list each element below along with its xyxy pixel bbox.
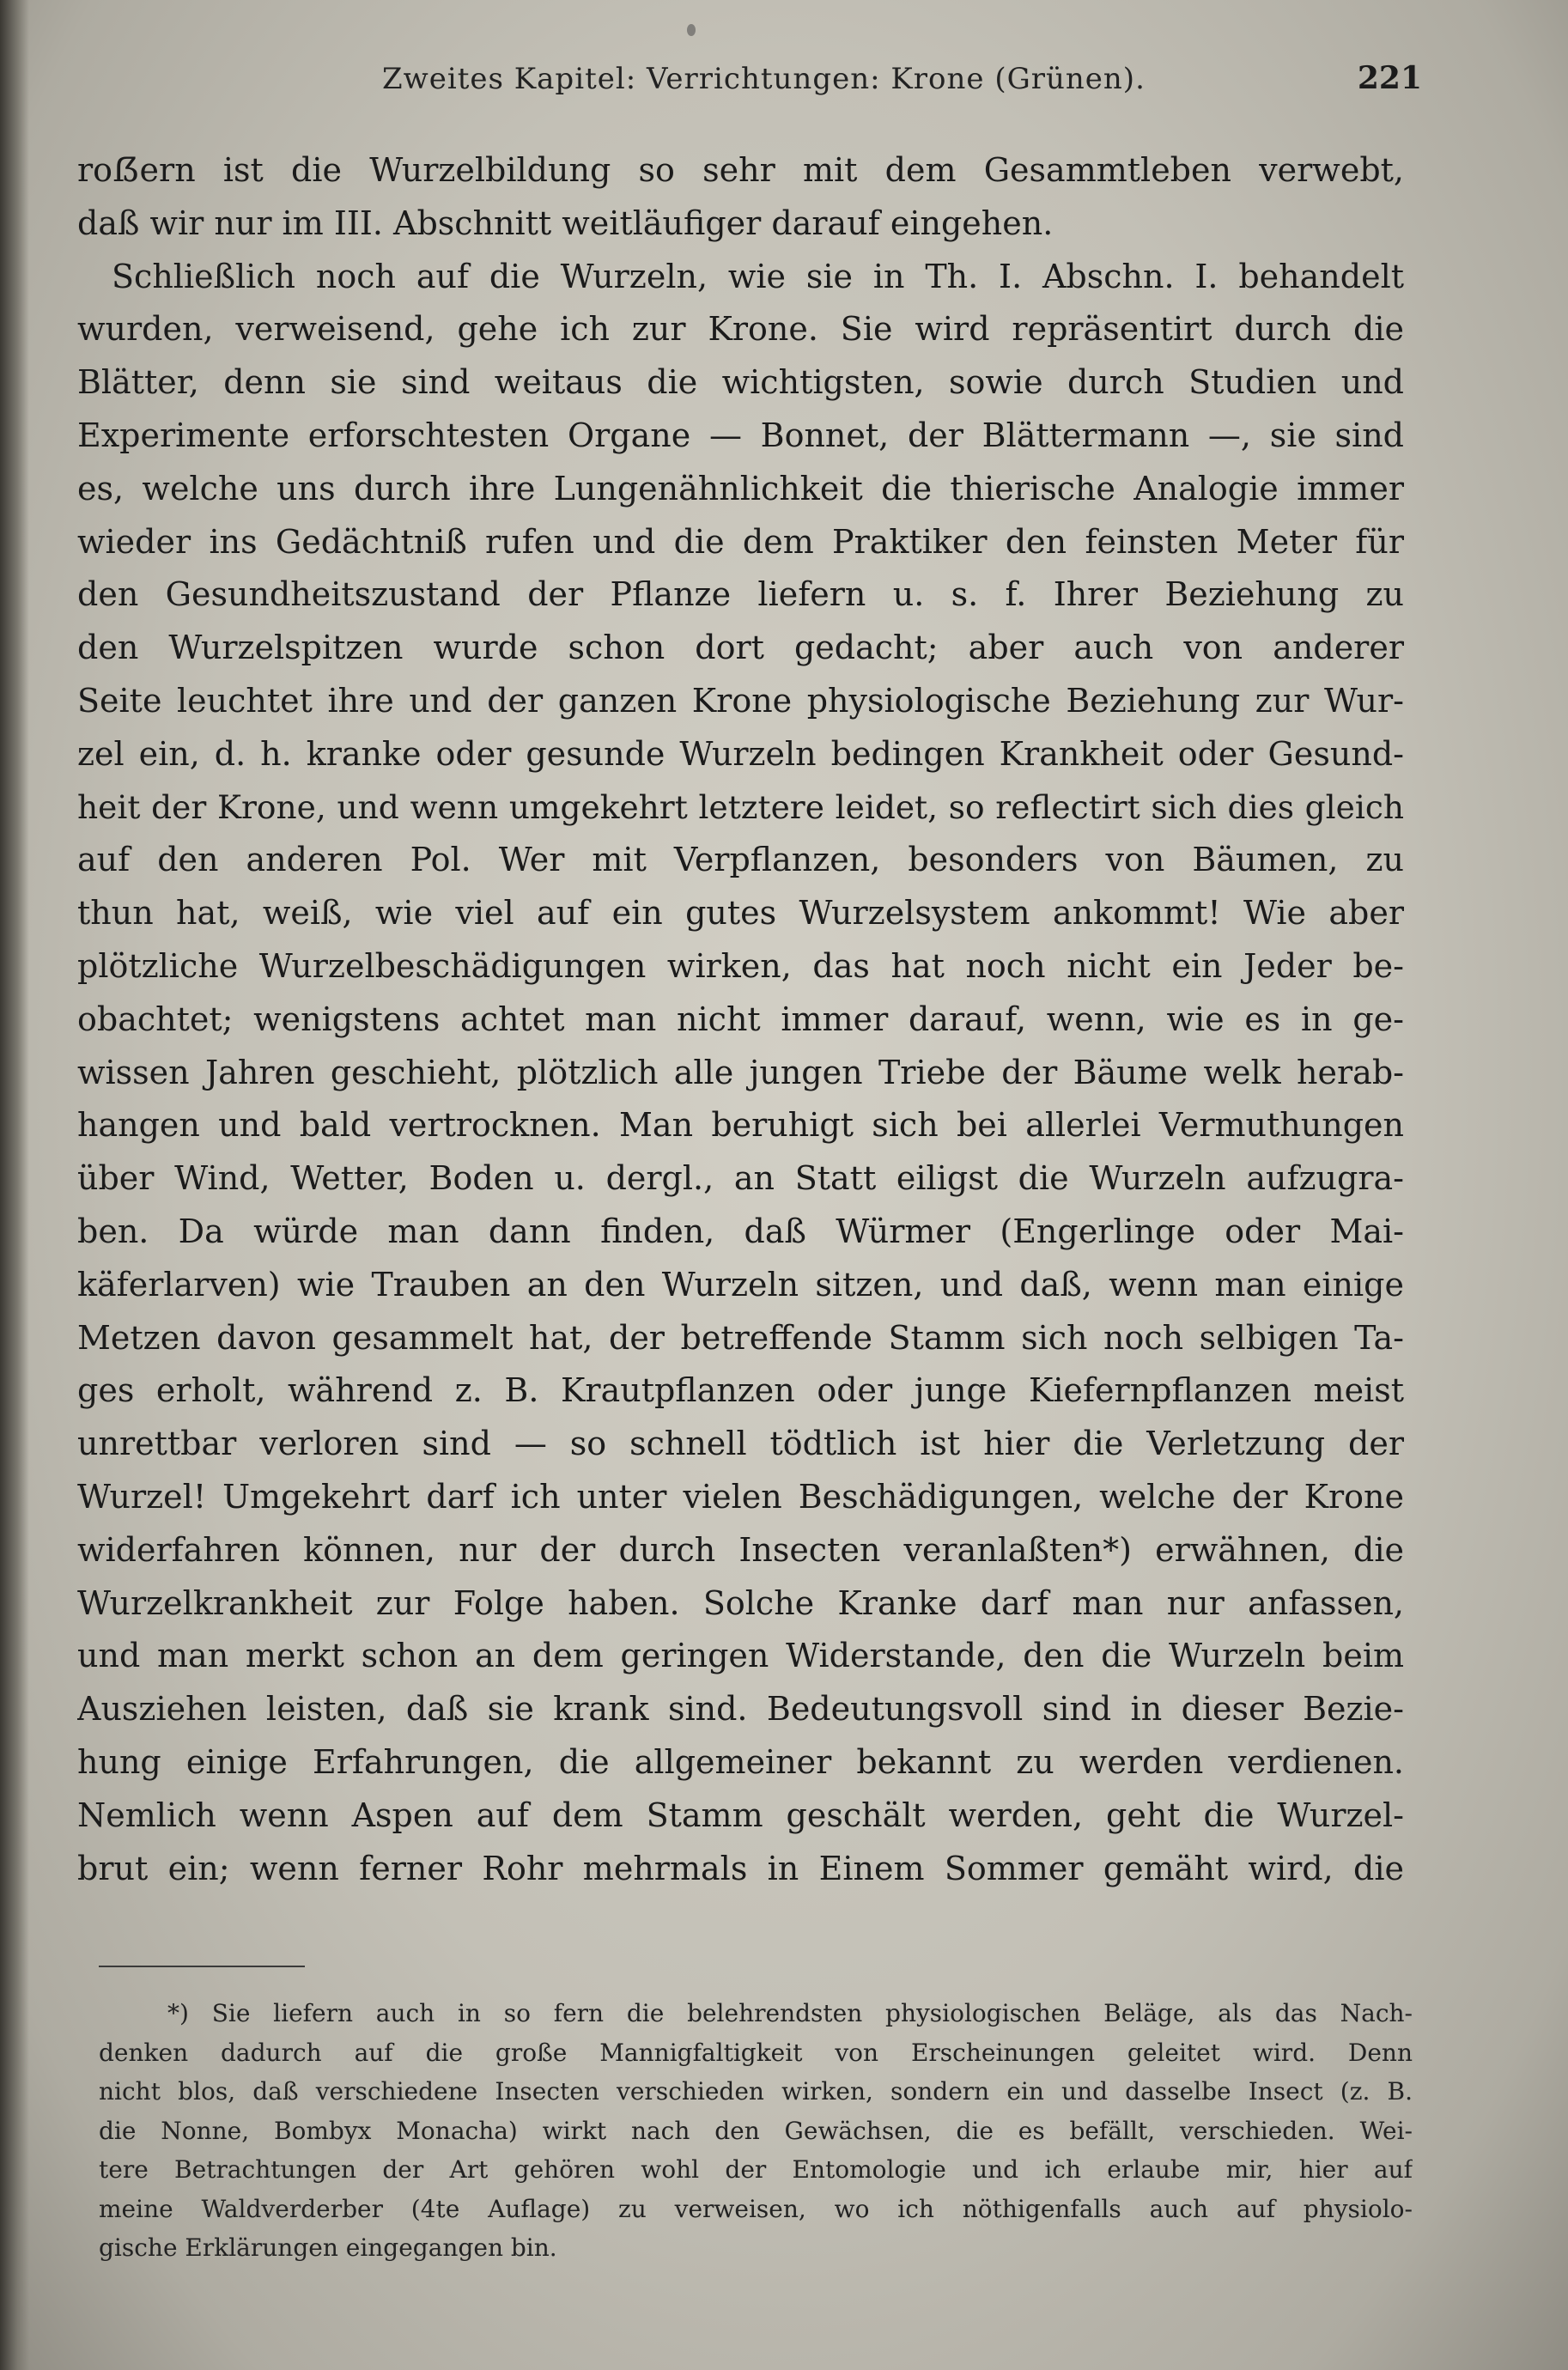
text-line: auf den anderen Pol. Wer mit Verpflanzen, besonders von Bäumen, zu xyxy=(77,841,1404,879)
text-line: Ausziehen leisten, daß sie krank sind. Bedeutungsvoll sind in dieser Bezie- xyxy=(77,1690,1404,1729)
text-line: plötzliche Wurzelbeschädigungen wirken, das hat noch nicht ein Jeder be- xyxy=(77,946,1404,985)
footnote-line: nicht blos, daß verschiedene Insecten verschieden wirken, sondern ein und dasselbe Insect (z. B. xyxy=(99,2077,1413,2106)
text-line: Wurzel! Umgekehrt darf ich unter vielen Beschädigungen, welche der Krone xyxy=(77,1477,1404,1516)
text-line: den Gesundheitszustand der Pflanze liefern u. s. f. Ihrer Beziehung zu xyxy=(77,575,1404,614)
text-line: thun hat, weiß, wie viel auf ein gutes Wurzelsystem ankommt! Wie aber xyxy=(77,894,1404,933)
text-line: hangen und bald vertrocknen. Man beruhigt sich bei allerlei Vermuthungen xyxy=(77,1106,1404,1145)
text-line: obachtet; wenigstens achtet man nicht immer darauf, wenn, wie es in ge- xyxy=(77,1000,1404,1038)
text-line: ben. Da würde man dann finden, daß Würmer (Engerlinge oder Mai- xyxy=(77,1212,1404,1250)
page-header xyxy=(77,60,1422,113)
body-text xyxy=(77,144,1404,1895)
text-line: heit der Krone, und wenn umgekehrt letztere leidet, so reflectirt sich dies gleich xyxy=(77,787,1404,826)
ink-spot xyxy=(687,24,696,36)
footnote-line: denken dadurch auf die große Mannigfaltigkeit von Erscheinungen geleitet wird. Denn xyxy=(99,2038,1413,2067)
text-line: es, welche uns durch ihre Lungenähnlichkeit die thierische Analogie immer xyxy=(77,469,1404,507)
text-line: unrettbar verloren sind — so schnell tödtlich ist hier die Verletzung der xyxy=(77,1425,1404,1463)
text-line: Wurzelkrankheit zur Folge haben. Solche Kranke darf man nur anfassen, xyxy=(77,1583,1404,1622)
text-line: käferlarven) wie Trauben an den Wurzeln sitzen, und daß, wenn man einige xyxy=(77,1265,1404,1304)
text-line: Metzen davon gesammelt hat, der betreffende Stamm sich noch selbigen Ta- xyxy=(77,1318,1404,1357)
text-line: Blätter, denn sie sind weitaus die wichtigsten, sowie durch Studien und xyxy=(77,363,1404,402)
footnote-line: meine Waldverderber (4te Auflage) zu verweisen, wo ich nöthigenfalls auch auf physiolo- xyxy=(99,2194,1413,2223)
footnote-line: *) Sie liefern auch in so fern die belehrendsten physiologischen Beläge, als das Nach- xyxy=(167,1999,1413,2027)
text-line: roẞern ist die Wurzelbildung so sehr mit dem Gesammtleben verwebt, xyxy=(77,151,1404,189)
text-line: wissen Jahren geschieht, plötzlich alle jungen Triebe der Bäume welk herab- xyxy=(77,1053,1404,1091)
text-line: über Wind, Wetter, Boden u. dergl., an Statt eiligst die Wurzeln aufzugra- xyxy=(77,1159,1404,1198)
text-line: wieder ins Gedächtniß rufen und die dem Praktiker den feinsten Meter für xyxy=(77,522,1404,561)
text-line: und man merkt schon an dem geringen Widerstande, den die Wurzeln beim xyxy=(77,1637,1404,1675)
text-line: daß wir nur im III. Abschnitt weitläufiger darauf eingehen. xyxy=(77,204,1054,242)
text-line: Experimente erforschtesten Organe — Bonnet, der Blättermann —, sie sind xyxy=(77,416,1404,454)
text-line: Nemlich wenn Aspen auf dem Stamm geschält werden, geht die Wurzel- xyxy=(77,1796,1404,1834)
text-line: zel ein, d. h. kranke oder gesunde Wurzeln bedingen Krankheit oder Gesund- xyxy=(77,734,1404,773)
text-line: den Wurzelspitzen wurde schon dort gedacht; aber auch von anderer xyxy=(77,629,1404,667)
running-title: Zweites Kapitel: Verrichtungen: Krone (Grünen). xyxy=(382,62,1146,96)
text-line: Schließlich noch auf die Wurzeln, wie sie in Th. I. Abschn. I. behandelt xyxy=(112,257,1404,295)
text-line: wurden, verweisend, gehe ich zur Krone. Sie wird repräsentirt durch die xyxy=(77,310,1404,349)
footnote-line: die Nonne, Bombyx Monacha) wirkt nach den Gewächsen, die es befällt, verschieden. Wei- xyxy=(99,2116,1413,2145)
text-line: widerfahren können, nur der durch Insecten veranlaßten*) erwähnen, die xyxy=(77,1530,1404,1569)
page-number: 221 xyxy=(1357,60,1422,96)
footnote-line: tere Betrachtungen der Art gehören wohl der Entomologie und ich erlaube mir, hier auf xyxy=(99,2155,1413,2184)
text-line: ges erholt, während z. B. Krautpflanzen oder junge Kiefernpflanzen meist xyxy=(77,1371,1404,1410)
footnote-line: gische Erklärungen eingegangen bin. xyxy=(99,2233,557,2262)
text-line: Seite leuchtet ihre und der ganzen Krone physiologische Beziehung zur Wur- xyxy=(77,681,1404,720)
footnotes xyxy=(99,1994,1413,2268)
text-line: hung einige Erfahrungen, die allgemeiner bekannt zu werden verdienen. xyxy=(77,1742,1404,1781)
footnote-divider xyxy=(99,1966,305,1967)
page-gutter-shadow xyxy=(0,0,29,2370)
text-line: brut ein; wenn ferner Rohr mehrmals in Einem Sommer gemäht wird, die xyxy=(77,1849,1404,1887)
